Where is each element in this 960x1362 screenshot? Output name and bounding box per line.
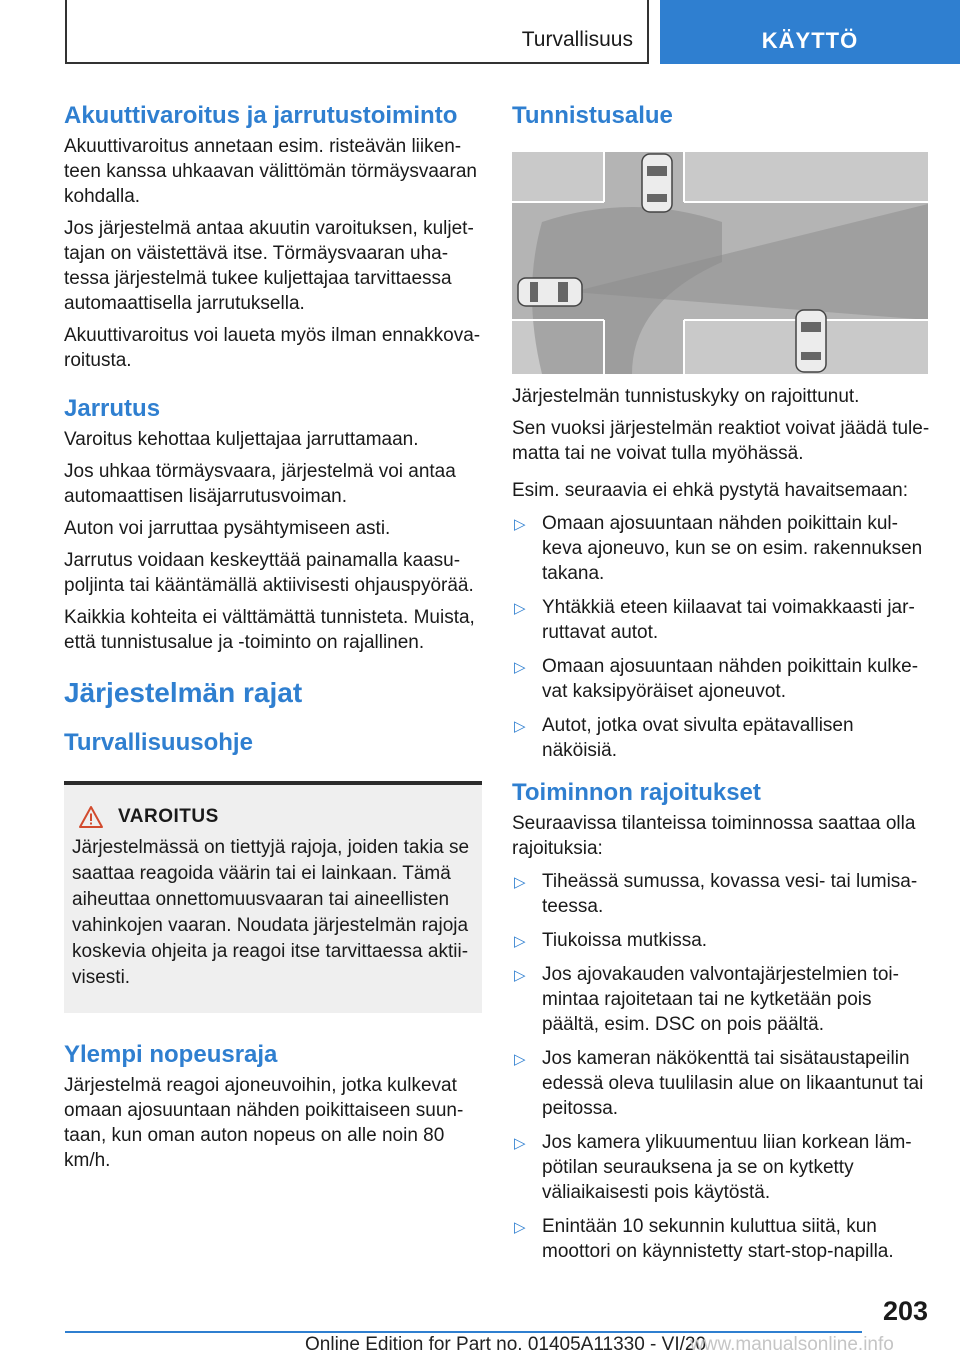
heading-jarrutus: Jarrutus [64, 395, 161, 422]
triangle-bullet-icon: ▷ [514, 659, 526, 676]
paragraph: Jos uhkaa törmäysvaara, järjestelmä voi antaa automaattisen lisäjarrutusvoiman. [64, 461, 456, 507]
paragraph: Seuraavissa tilanteissa toiminnossa saattaa olla rajoituksia: [512, 813, 916, 859]
detection-area-illustration [512, 152, 928, 374]
paragraph: Esim. seuraavia ei ehkä pystytä havaitsemaan: [512, 480, 909, 501]
paragraph: Kaikkia kohteita ei välttämättä tunnisteta. Muista, että tunnistusalue ja -toiminto on rajallinen. [64, 607, 475, 653]
heading-akuuttivaroitus: Akuuttivaroitus ja jarrutustoiminto [64, 102, 458, 129]
list-item: ▷ Jos kamera ylikuumentuu liian korkean lämpötilan seurauksena ja se on kytketty väliaikaisesti pois käytöstä. [514, 1132, 912, 1203]
list-item: ▷ Autot, jotka ovat sivulta epätavallisen näköisiä. [514, 715, 854, 761]
warning-title: VAROITUS [118, 806, 219, 827]
triangle-bullet-icon: ▷ [514, 516, 526, 533]
list-item: ▷ Enintään 10 sekunnin kuluttua siitä, kun moottori on käynnistetty start-stop-napilla. [514, 1216, 894, 1262]
paragraph: Sen vuoksi järjestelmän reaktiot voivat jäädä tulematta tai ne voivat tulla myöhässä. [512, 418, 930, 464]
paragraph: Akuuttivaroitus voi laueta myös ilman ennakkovaroitusta. [64, 325, 481, 371]
footer-edition: Online Edition for Part no. 01405A11330 - VI/20 [305, 1334, 707, 1355]
header-chapter-tab [660, 0, 960, 64]
car-icon [518, 278, 582, 306]
triangle-bullet-icon: ▷ [514, 718, 526, 735]
warning-text: Järjestelmässä on tiettyjä rajoja, joiden takia se saattaa reagoida väärin tai ei lainkaan. Tämä aiheuttaa onnettomuusvaaran tai aineellisten vahinkojen vaaran. Noudata järjestelmän rajoja koskevia ohjeita ja reagoi itse tarvittaessa aktiivisesti. [72, 837, 470, 988]
page-number: 203 [882, 1296, 928, 1326]
triangle-bullet-icon: ▷ [514, 874, 526, 891]
list-item: ▷ Tiukoissa mutkissa. [512, 928, 930, 953]
footer-divider [65, 1331, 862, 1333]
list-item: ▷ Jos ajovakauden valvontajärjestelmien toimintaa rajoitetaan tai ne kytketään pois päältä, esim. DSC on pois päältä. [514, 964, 899, 1035]
list-item: ▷ Jos kameran näkökenttä tai sisätaustapeilin edessä oleva tuulilasin alue on likaantunut tai peitossa. [514, 1048, 924, 1119]
heading-toiminnon-rajoitukset: Toiminnon rajoitukset [512, 779, 761, 806]
triangle-bullet-icon: ▷ [514, 1135, 526, 1152]
bullet-list-limitations [512, 869, 930, 1264]
warning-triangle-icon [78, 805, 104, 829]
heading-tunnistusalue: Tunnistusalue [512, 102, 673, 129]
car-icon [642, 154, 672, 212]
heading-ylempi-nopeusraja: Ylempi nopeusraja [64, 1041, 278, 1068]
footer-watermark[interactable]: www.manualsonline.info [690, 1334, 894, 1355]
heading-turvallisuusohje: Turvallisuusohje [64, 729, 253, 756]
paragraph: Akuuttivaroitus annetaan esim. risteävän liikenteen kanssa uhkaavan välittömän törmäysvaaran kohdalla. [64, 136, 477, 207]
paragraph: Järjestelmän tunnistuskyky on rajoittunut. [512, 386, 860, 407]
paragraph: Järjestelmä reagoi ajoneuvoihin, jotka kulkevat omaan ajosuuntaan nähden poikittaiseen suuntaan, kun oman auton nopeus on alle noin 80 km/h. [64, 1075, 464, 1171]
triangle-bullet-icon: ▷ [514, 1219, 526, 1236]
paragraph: Auton voi jarruttaa pysähtymiseen asti. [64, 518, 391, 539]
header-section-title: Turvallisuus [521, 28, 633, 51]
paragraph: Varoitus kehottaa kuljettajaa jarruttamaan. [64, 429, 419, 450]
list-item: ▷ Omaan ajosuuntaan nähden poikittain kulkeva ajoneuvo, kun se on esim. rakennuksen takana. [514, 513, 923, 584]
triangle-bullet-icon: ▷ [514, 1051, 526, 1068]
right-column [512, 100, 930, 1273]
header-section-box [65, 0, 649, 64]
warning-box [64, 781, 482, 1013]
bullet-list-detection [512, 511, 930, 763]
header-chapter-title: KÄYTTÖ [761, 28, 859, 53]
paragraph: Jarrutus voidaan keskeyttää painamalla kaasupoljinta tai kääntämällä aktiivisesti ohjauspyörää. [64, 550, 474, 596]
heading-jarjestelman-rajat: Järjestelmän rajat [64, 677, 303, 708]
triangle-bullet-icon: ▷ [514, 933, 526, 950]
left-column [64, 100, 482, 1173]
list-item: ▷ Tiheässä sumussa, kovassa vesi- tai lumisateessa. [514, 871, 918, 917]
triangle-bullet-icon: ▷ [514, 600, 526, 617]
list-item: ▷ Yhtäkkiä eteen kiilaavat tai voimakkaasti jarruttavat autot. [514, 597, 915, 643]
paragraph: Jos järjestelmä antaa akuutin varoituksen, kuljettajan on väistettävä itse. Törmäysvaaran uhatessa järjestelmä tukee kuljettajaa tarvittaessa automaattisella jarrutuksella. [64, 218, 474, 314]
detection-area-diagram [512, 152, 928, 374]
car-icon [796, 310, 826, 372]
triangle-bullet-icon: ▷ [514, 967, 526, 984]
list-item: ▷ Omaan ajosuuntaan nähden poikittain kulkevat kaksipyöräiset ajoneuvot. [514, 656, 919, 702]
